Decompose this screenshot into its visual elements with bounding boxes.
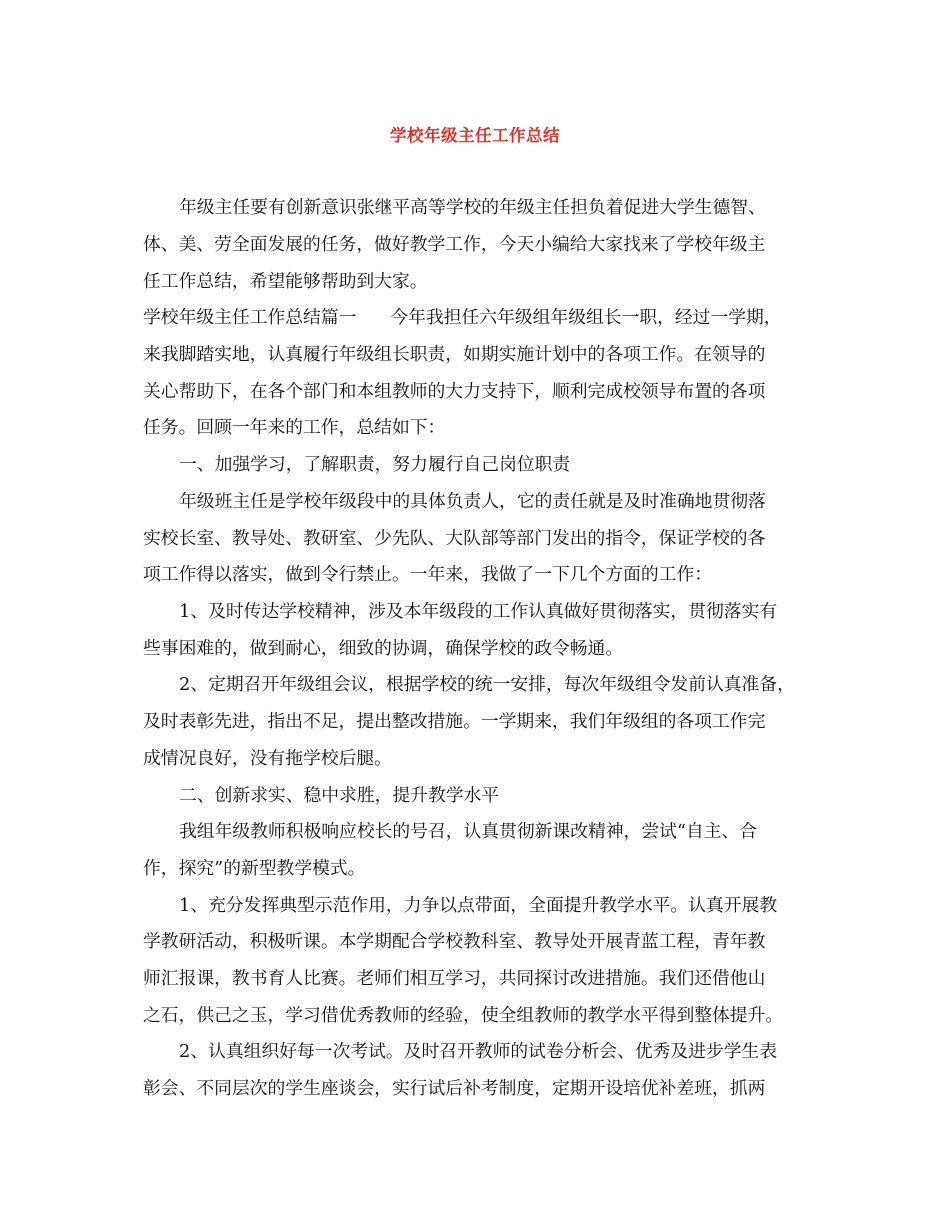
- subheading: 一、加强学习，了解职责，努力履行自己岗位职责: [179, 454, 571, 475]
- text-line: 些事困难的，做到耐心，细致的协调，确保学校的政令畅通。: [143, 638, 624, 659]
- text-line: 学教研活动，积极听课。本学期配合学校教科室、教导处开展青蓝工程，青年教: [143, 931, 766, 952]
- text-line: 1、充分发挥典型示范作用，力争以点带面，全面提升教学水平。认真开展教: [179, 895, 778, 916]
- text-line: 成情况良好，没有拖学校后腿。: [143, 748, 392, 769]
- text-line: 年级班主任是学校年级段中的具体负责人，它的责任就是及时准确地贯彻落: [179, 491, 766, 512]
- text-line: 任务。回顾一年来的工作，总结如下：: [143, 417, 446, 438]
- text-line: 之石，供己之玉，学习借优秀教师的经验，使全组教师的教学水平得到整体提升。: [143, 1005, 784, 1026]
- text-line: 关心帮助下，在各个部门和本组教师的大力支持下，顺利完成校领导布置的各项: [143, 381, 766, 402]
- text-line: 项工作得以落实，做到令行禁止。一年来，我做了一下几个方面的工作：: [143, 564, 713, 585]
- section-intro: 今年我担任六年级组年级组长一职，经过一学期，: [390, 307, 782, 328]
- text-line: 年级主任要有创新意识张继平高等学校的年级主任担负着促进大学生德智、: [179, 197, 766, 218]
- text-line: [143, 306, 782, 330]
- text-line: 彰会、不同层次的学生座谈会，实行试后补考制度，定期开设培优补差班，抓两: [143, 1078, 766, 1099]
- subheading: 二、创新求实、稳中求胜，提升教学水平: [179, 785, 500, 806]
- section-heading: 学校年级主任工作总结篇一: [143, 307, 357, 328]
- text-line: 作，探究”的新型教学模式。: [143, 858, 366, 879]
- text-line: 我组年级教师积极响应校长的号召，认真贯彻新课改精神，尝试“自主、合: [179, 821, 758, 842]
- text-line: 来我脚踏实地，认真履行年级组长职责，如期实施计划中的各项工作。在领导的: [143, 344, 766, 365]
- text-line: 实校长室、教导处、教研室、少先队、大队部等部门发出的指令，保证学校的各: [143, 528, 766, 549]
- text-line: 2、认真组织好每一次考试。及时召开教师的试卷分析会、优秀及进步学生表: [179, 1041, 778, 1062]
- text-line: 体、美、劳全面发展的任务，做好教学工作，今天小编给大家找来了学校年级主: [143, 234, 766, 255]
- text-line: 及时表彰先进，指出不足，提出整改措施。一学期来，我们年级组的各项工作完: [143, 711, 766, 732]
- text-line: 师汇报课，教书育人比赛。老师们相互学习，共同探讨改进措施。我们还借他山: [143, 968, 766, 989]
- text-line: 2、定期召开年级组会议，根据学校的统一安排，每次年级组令发前认真准备，: [179, 674, 795, 695]
- text-line: 1、及时传达学校精神，涉及本年级段的工作认真做好贯彻落实，贯彻落实有: [179, 601, 778, 622]
- document-title: 学校年级主任工作总结: [390, 126, 560, 145]
- text-line: 任工作总结，希望能够帮助到大家。: [143, 271, 428, 292]
